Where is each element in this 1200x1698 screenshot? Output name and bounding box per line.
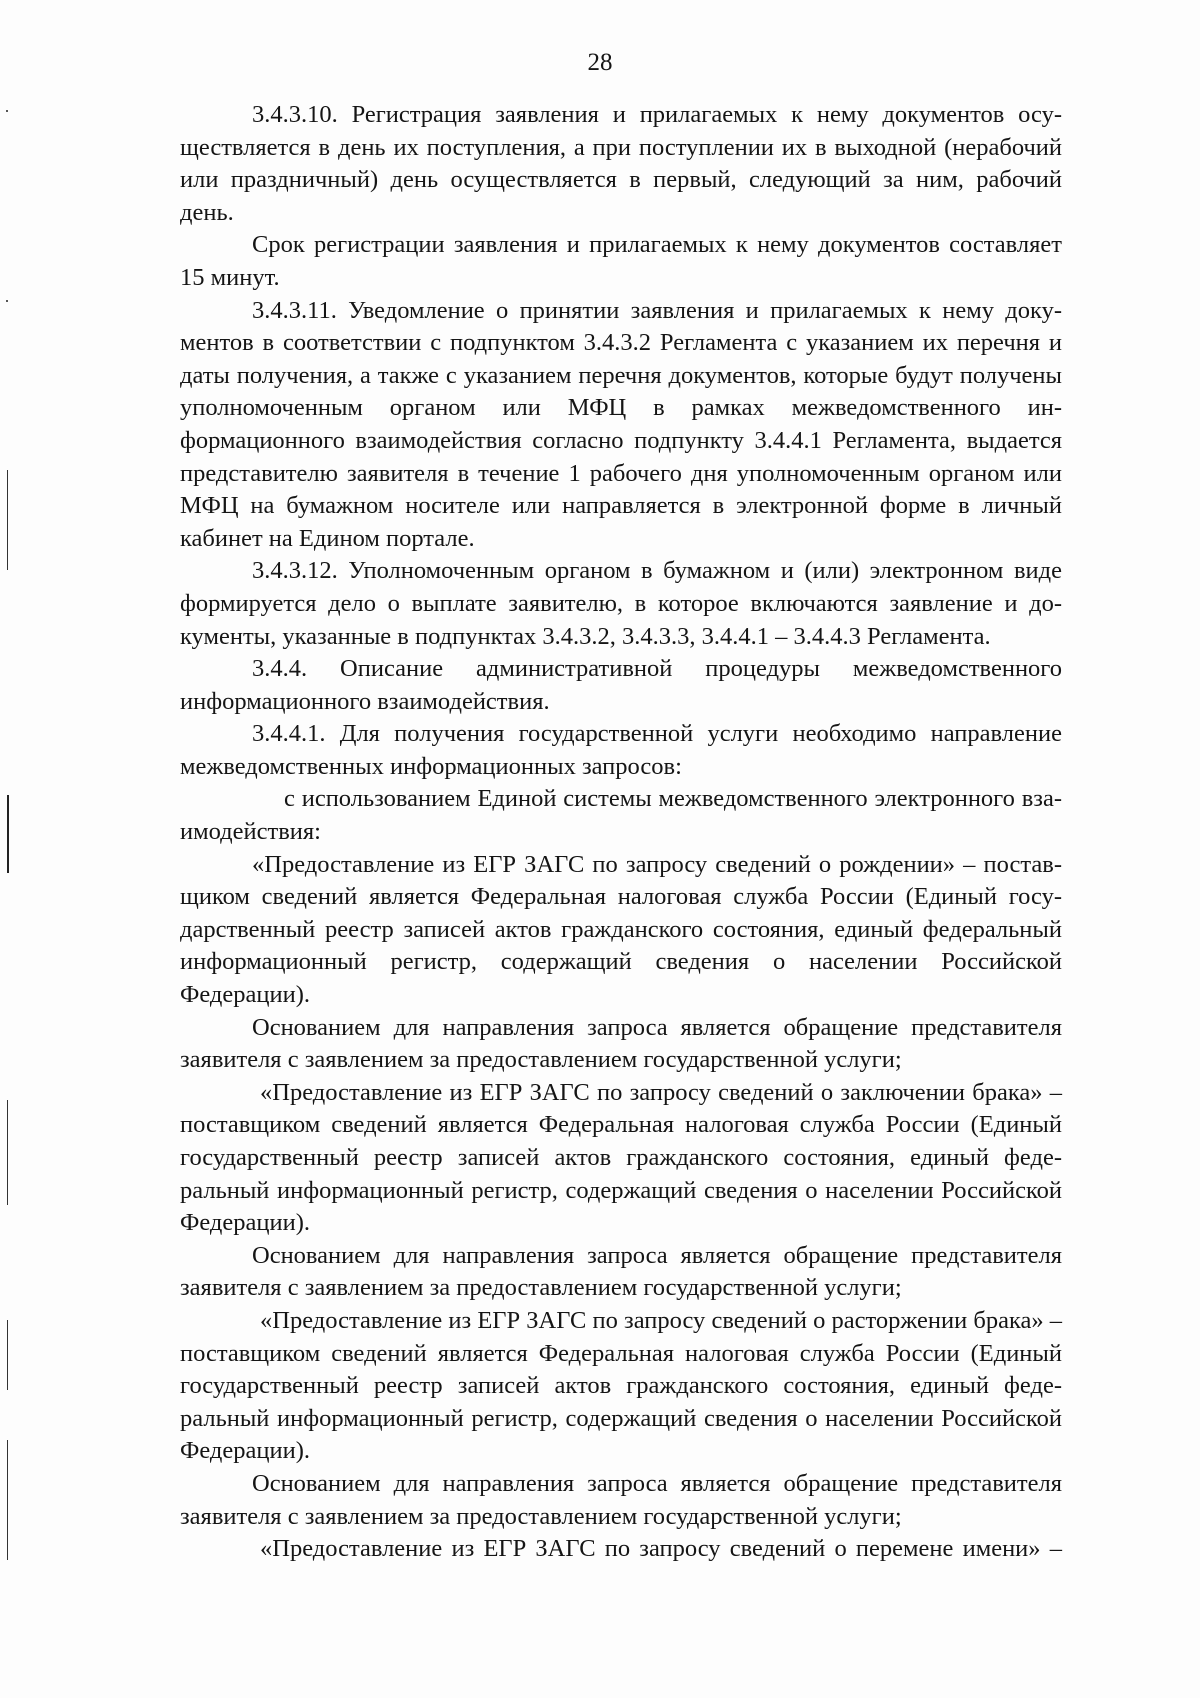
paragraph-basis-1: Основанием для направления запроса является обращение представителя заявителя с заявлением за предоставлением государственной услуги; — [180, 1013, 1062, 1074]
scan-artifact-dot — [6, 110, 8, 112]
scan-artifact-line — [7, 470, 8, 570]
paragraph-registration-term: Срок регистрации заявления и прилагаемых к нему документов составляет 15 минут. — [180, 231, 1062, 291]
paragraph-basis-2: Основанием для направления запроса является обращение представителя заявителя с заявлением за предоставлением государственной услуги; — [180, 1241, 1062, 1302]
paragraph-basis-3: Основанием для направления запроса является обращение представителя заявителя с заявлением за предоставлением государственной услуги; — [180, 1469, 1062, 1530]
paragraph-3-4-4-1: 3.4.4.1. Для получения государственной услуги необходимо направление межведомственных информационных запросов: — [180, 720, 1062, 780]
scan-artifact-line — [7, 1320, 8, 1390]
scan-artifact-line — [7, 795, 9, 873]
paragraph-request-name-change: «Предоставление из ЕГР ЗАГС по запросу сведений о перемене имени» – — [260, 1535, 1062, 1563]
paragraph-request-birth: «Предоставление из ЕГР ЗАГС по запросу сведений о рождении» – поставщиком сведений является Федеральная налоговая служба России (Единый государственный реестр записей актов гражданского состояния, единый федеральный информационный регистр, содержащий сведения о населении Российской Федерации). — [180, 850, 1062, 1009]
paragraph-3-4-3-10: 3.4.3.10. Регистрация заявления и прилагаемых к нему документов осуществляется в день их поступления, а при поступлении их в выходной (нерабочий или праздничный) день осуществляется в первый, следующий за ним, рабочий день. — [180, 101, 1062, 226]
paragraph-3-4-4-heading: 3.4.4. Описание административной процедуры межведомственного информационного взаимодействия. — [180, 655, 1062, 715]
scan-artifact-line — [7, 1100, 8, 1205]
page-number: 28 — [587, 49, 613, 76]
paragraph-smev: с использованием Единой системы межведомственного электронного взаимодействия: — [180, 785, 1062, 846]
scan-artifact-line — [7, 1440, 8, 1560]
scan-artifact-dot — [6, 300, 8, 302]
document-body — [180, 99, 1062, 1566]
paragraph-request-marriage: «Предоставление из ЕГР ЗАГС по запросу сведений о заключении брака» – поставщиком сведений является Федеральная налоговая служба России (Единый государственный реестр записей актов гражданского состояния, единый федеральный информационный регистр, содержащий сведения о населении Российской Федерации). — [180, 1078, 1062, 1237]
paragraph-request-divorce: «Предоставление из ЕГР ЗАГС по запросу сведений о расторжении брака» – поставщиком сведений является Федеральная налоговая служба России (Единый государственный реестр записей актов гражданского состояния, единый федеральный информационный регистр, содержащий сведения о населении Российской Федерации). — [180, 1306, 1062, 1465]
paragraph-3-4-3-11: 3.4.3.11. Уведомление о принятии заявления и прилагаемых к нему документов в соответствии с подпунктом 3.4.3.2 Регламента с указанием их перечня и даты получения, а также с указанием перечня документов, которые будут получены уполномоченным органом или МФЦ в рамках межведомственного информационного взаимодействия согласно подпункту 3.4.4.1 Регламента, выдается представителю заявителя в течение 1 рабочего дня уполномоченным органом или МФЦ на бумажном носителе или направляется в электронной форме в личный кабинет на Едином портале. — [180, 296, 1062, 552]
paragraph-3-4-3-12: 3.4.3.12. Уполномоченным органом в бумажном и (или) электронном виде формируется дело о выплате заявителю, в которое включаются заявление и документы, указанные в подпунктах 3.4.3.2, 3.4.3.3, 3.4.4.1 – 3.4.4.3 Регламента. — [180, 557, 1062, 650]
